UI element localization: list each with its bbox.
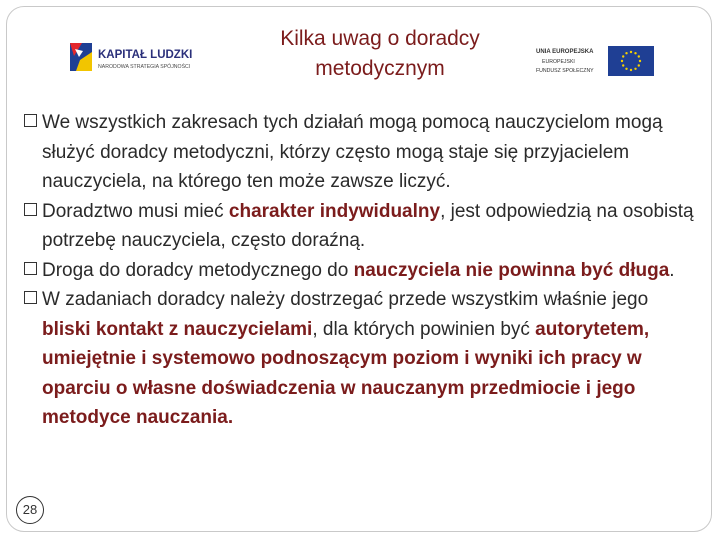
- bullet-text: [42, 108, 696, 197]
- logo-right-line-3: FUNDUSZ SPOŁECZNY: [536, 68, 594, 74]
- eu-logo: [536, 44, 654, 78]
- eu-star-icon: [625, 52, 627, 54]
- bullet-item: [24, 256, 696, 286]
- bullet-text-part: Doradztwo musi mieć: [42, 200, 229, 222]
- eu-star-icon: [621, 60, 623, 62]
- bullet-text-part: W zadaniach doradcy należy dostrzegać przede wszystkim właśnie jego: [42, 289, 649, 310]
- page-title: [250, 24, 510, 84]
- bullet-item: [24, 285, 696, 433]
- page-number: 28: [16, 496, 44, 524]
- highlighted-text: charakter indywidualny: [228, 200, 441, 222]
- eu-star-icon: [630, 69, 632, 71]
- logo-left-subtitle: NARODOWA STRATEGIA SPÓJNOŚCI: [98, 64, 191, 70]
- logo-left-name: KAPITAŁ LUDZKI: [98, 49, 193, 61]
- kapital-ludzki-emblem-icon: [66, 40, 214, 78]
- eu-star-icon: [622, 55, 624, 57]
- checkbox-bullet-icon: [24, 114, 37, 127]
- title-line-2: metodycznym: [315, 57, 445, 80]
- highlighted-text: nauczyciela nie powinna być długa: [353, 259, 670, 281]
- bullet-item: [24, 197, 696, 256]
- eu-star-icon: [634, 52, 636, 54]
- eu-star-icon: [638, 64, 640, 66]
- bullet-text-part: , jest odpowiedzią na osobistą potrzebę nauczyciela, często doraźną.: [42, 200, 694, 251]
- bullet-text-part: Droga do doradcy metodycznego do: [42, 259, 354, 281]
- eu-star-icon: [638, 55, 640, 57]
- bullet-text-part: .: [669, 259, 675, 281]
- bullet-text-part: , dla których powinien być: [312, 318, 536, 340]
- checkbox-bullet-icon: [24, 262, 37, 275]
- highlighted-text: bliski kontakt z nauczycielami: [42, 318, 313, 340]
- eu-star-icon: [639, 60, 641, 62]
- bullet-text: [42, 285, 696, 433]
- highlighted-text: autorytetem, umiejętnie i systemowo podnoszącym poziom i wyniki ich pracy w oparciu o własne doświadczenia w nauczanym przedmiocie i jego metodyce nauczania.: [42, 318, 650, 428]
- bullet-item: [24, 108, 696, 197]
- logo-right-line-1: UNIA EUROPEJSKA: [536, 49, 594, 55]
- checkbox-bullet-icon: [24, 203, 37, 216]
- bullet-list: [24, 108, 696, 433]
- eu-star-icon: [622, 64, 624, 66]
- title-line-1: Kilka uwag o doradcy: [280, 27, 480, 50]
- bullet-text: [42, 256, 696, 286]
- kapital-ludzki-logo: [66, 40, 214, 78]
- eu-star-icon: [634, 68, 636, 70]
- logo-right-line-2: EUROPEJSKI: [542, 59, 575, 65]
- eu-star-icon: [625, 68, 627, 70]
- bullet-text-part: We wszystkich zakresach tych działań mogą pomocą nauczycielom mogą służyć doradcy metodyczni, którzy często mogą staje się przyjacielem nauczyciela, na którego ten może zawsze liczyć.: [42, 112, 663, 192]
- eu-star-icon: [630, 51, 632, 53]
- checkbox-bullet-icon: [24, 291, 37, 304]
- eu-flag-icon: [536, 44, 654, 78]
- bullet-text: [42, 197, 696, 256]
